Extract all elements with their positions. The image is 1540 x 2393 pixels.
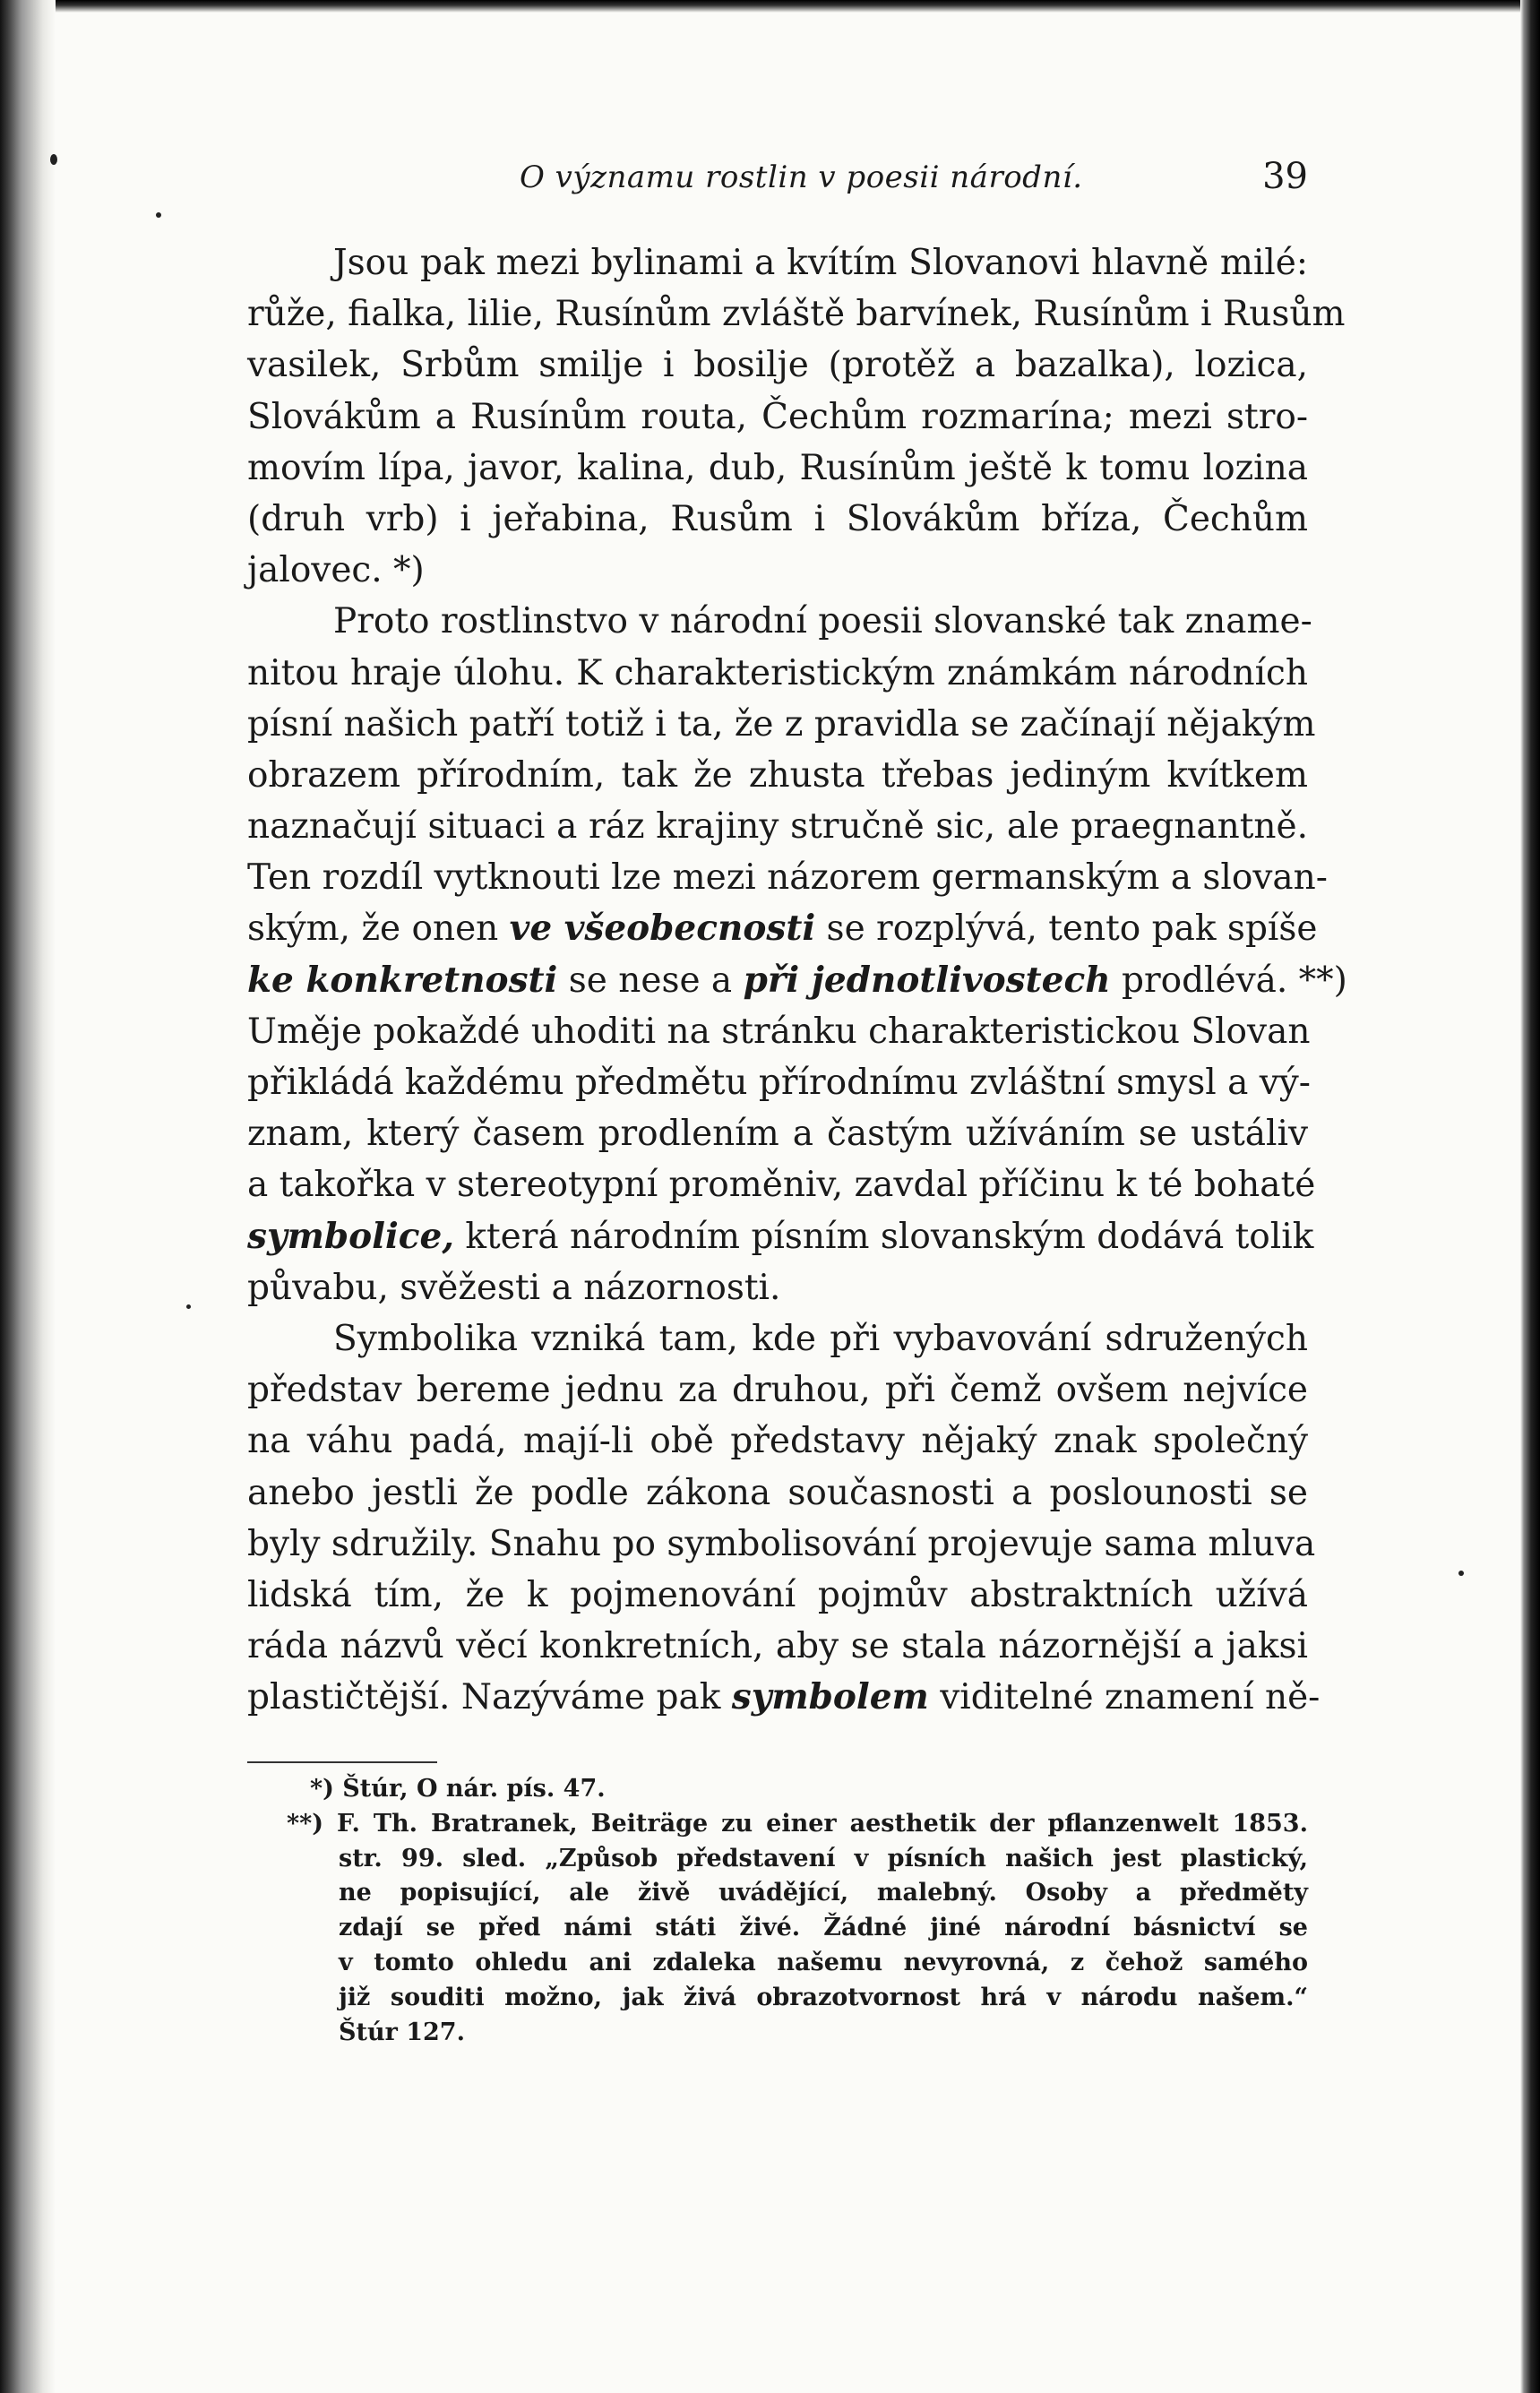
text-line: Ten rozdíl vytknouti lze mezi názorem germanským a slovan- <box>247 857 1328 899</box>
italic-phrase: symbolem <box>731 1676 929 1718</box>
footnote-line: str. 99. sled. „Způsob představení v písních našich jest plastický, <box>339 1844 1308 1872</box>
text-run: se nese a <box>557 960 744 1001</box>
text-line <box>247 903 1318 954</box>
text-line: představ bereme jednu za druhou, při čemž ovšem nejvíce <box>247 1370 1308 1411</box>
text-line <box>247 955 1347 1006</box>
text-line: Uměje pokaždé uhoditi na stránku charakteristickou Slovan <box>247 1011 1311 1052</box>
text-line: písní našich patří totiž i ta, že z pravidla se začínají nějakým <box>247 703 1316 745</box>
scan-edge-right <box>1520 0 1540 2393</box>
footnote-rule <box>247 1761 437 1763</box>
page-number: 39 <box>1262 156 1308 197</box>
text-line <box>247 1672 1321 1723</box>
scan-edge-left <box>0 0 56 2393</box>
text-line: růže, fialka, lilie, Rusínům zvláště barvínek, Rusínům i Rusům <box>247 294 1346 335</box>
italic-phrase: ve všeobecnosti <box>509 908 816 950</box>
text-line: jalovec. *) <box>247 550 425 591</box>
scan-speck <box>186 1304 191 1309</box>
text-run: se rozplývá, tento pak spíše <box>815 908 1318 950</box>
text-line: na váhu padá, mají-li obě představy nějaký znak společný <box>247 1421 1308 1462</box>
text-run: ským, že onen <box>247 908 510 950</box>
footnote-line: **) F. Th. Bratranek, Beiträge zu einer aesthetik der pflanzenwelt 1853. <box>287 1809 1308 1838</box>
footnotes <box>247 1772 1308 2050</box>
text-line: Jsou pak mezi bylinami a kvítím Slovanovi hlavně milé: <box>333 243 1308 283</box>
scan-edge-top <box>0 0 1540 13</box>
footnote-line: Štúr 127. <box>339 2018 465 2046</box>
text-line: Symbolika vzniká tam, kde při vybavování sdružených <box>333 1318 1308 1359</box>
text-line: a takořka v stereotypní proměniv, zavdal příčinu k té bohaté <box>247 1165 1316 1206</box>
text-line: Proto rostlinstvo v národní poesii slovanské tak zname- <box>333 601 1312 642</box>
text-line: lidská tím, že k pojmenování pojmův abstraktních užívá <box>247 1574 1308 1615</box>
text-run: která národním písním slovanským dodává tolik <box>453 1216 1314 1257</box>
running-head <box>251 156 1308 204</box>
footnote-line: v tomto ohledu ani zdaleka našemu nevyrovná, z čehož samého <box>339 1948 1308 1976</box>
text-line: znam, který časem prodlením a častým užíváním se ustáliv <box>247 1114 1308 1155</box>
footnote-line: již souditi možno, jak živá obrazotvornost hrá v národu našem.“ <box>339 1983 1308 2011</box>
text-line: nitou hraje úlohu. K charakteristickým známkám národních <box>247 652 1308 693</box>
text-line: (druh vrb) i jeřabina, Rusům i Slovákům bříza, Čechům <box>247 498 1308 539</box>
italic-phrase: ke konkretnosti <box>247 959 558 1001</box>
running-title: O významu rostlin v poesii národní. <box>520 159 1083 195</box>
text-run: plastičtější. Nazýváme pak <box>247 1677 732 1718</box>
italic-phrase: při jednotlivostech <box>743 959 1111 1001</box>
text-line: půvabu, svěžesti a názornosti. <box>247 1267 781 1308</box>
text-run: prodlévá. **) <box>1110 960 1347 1001</box>
scan-speck <box>1458 1571 1464 1576</box>
text-line: anebo jestli že podle zákona současnosti a poslounosti se <box>247 1472 1308 1513</box>
text-line: přikládá každému předmětu přírodnímu zvláštní smysl a vý- <box>247 1063 1311 1103</box>
text-line: naznačují situaci a ráz krajiny stručně sic, ale praegnantně. <box>247 806 1308 848</box>
text-line: obrazem přírodním, tak že zhusta třebas jediným kvítkem <box>247 754 1308 796</box>
italic-phrase: symbolice, <box>247 1215 454 1257</box>
scan-speck <box>50 154 57 165</box>
footnote-line: zdají se před námi státi živé. Žádné jiné národní básnictví se <box>339 1914 1308 1942</box>
text-line: vasilek, Srbům smilje i bosilje (protěž a bazalka), lozica, <box>247 345 1308 386</box>
footnote-line: *) Štúr, O nár. pís. 47. <box>310 1775 606 1803</box>
text-line: movím lípa, javor, kalina, dub, Rusínům ještě k tomu lozina <box>247 447 1308 488</box>
text-line: Slovákům a Rusínům routa, Čechům rozmarína; mezi stro- <box>247 396 1308 437</box>
text-line <box>247 1211 1314 1262</box>
text-line: ráda názvů věcí konkretních, aby se stala názornější a jaksi <box>247 1626 1308 1667</box>
footnote-line: ne popisující, ale živě uvádějící, malebný. Osoby a předměty <box>339 1879 1308 1907</box>
text-line: byly sdružily. Snahu po symbolisování projevuje sama mluva <box>247 1523 1316 1564</box>
body-text <box>247 237 1347 1723</box>
text-run: viditelné znamení ně- <box>928 1677 1321 1718</box>
scan-speck <box>156 212 161 218</box>
